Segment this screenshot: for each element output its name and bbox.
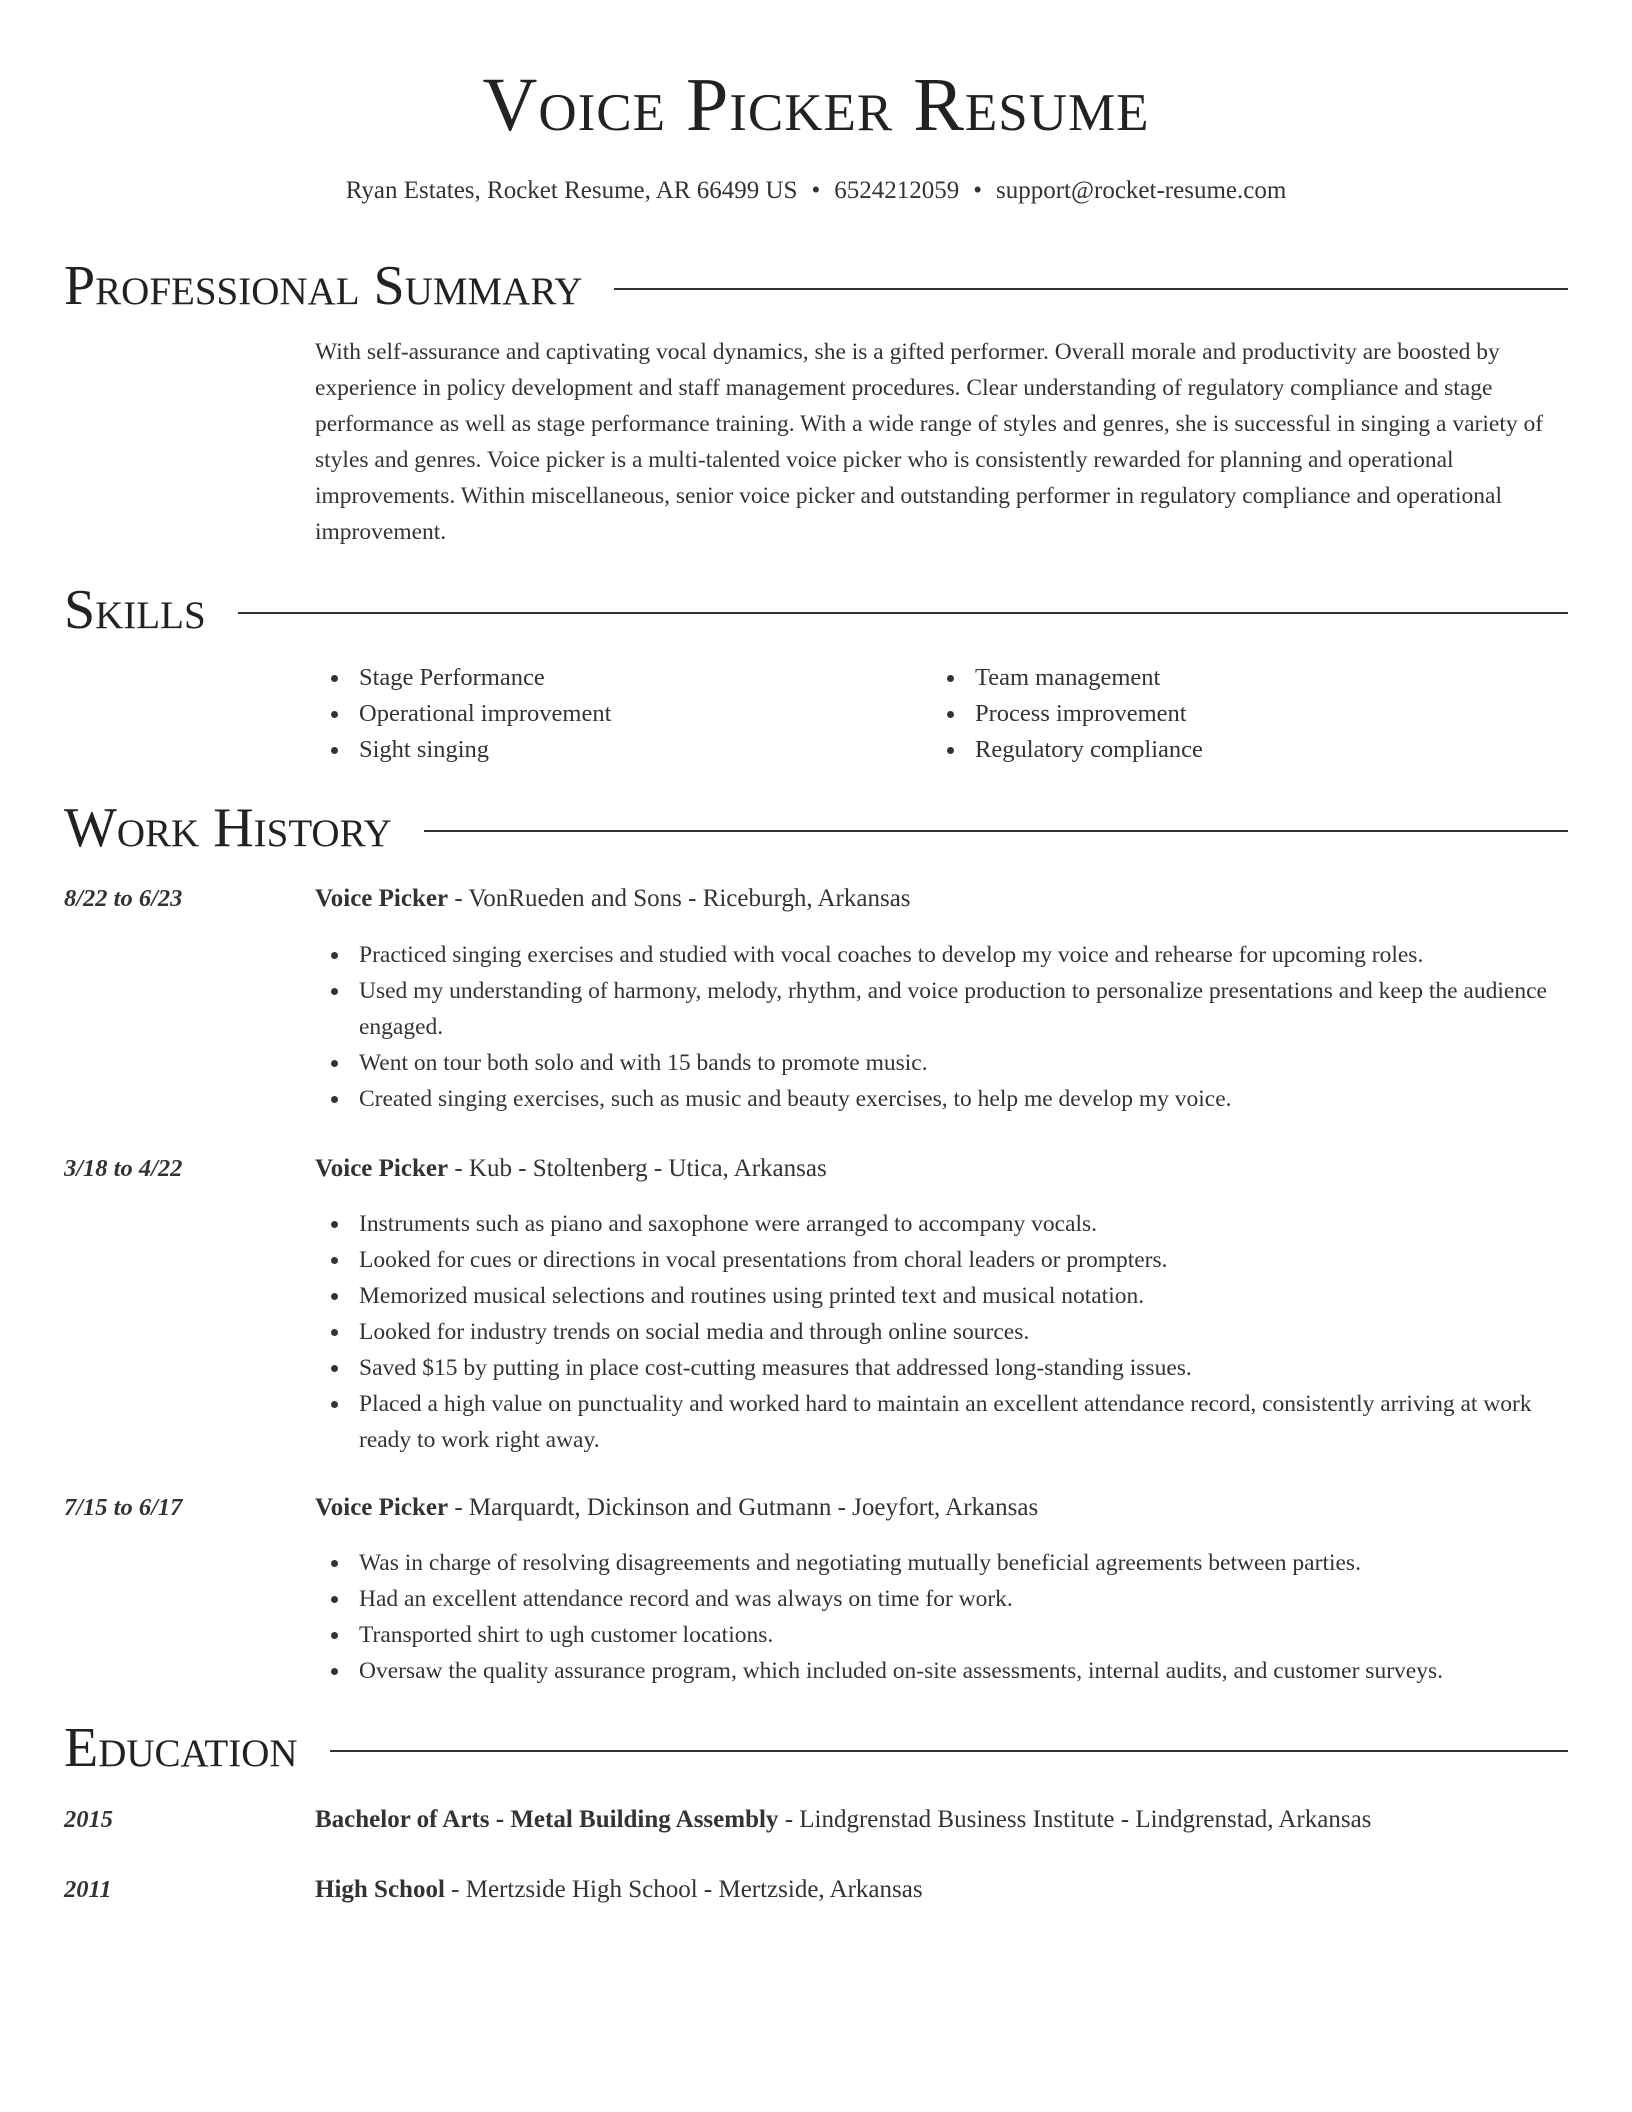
skills-heading: Skills [64, 579, 206, 641]
education-degree: Bachelor of Arts - Metal Building Assembly [315, 1806, 779, 1833]
work-section-header [64, 796, 1568, 860]
job-bullet: Placed a high value on punctuality and worked hard to maintain an excellent attendance record, consistently arriving at work ready to work right away. [315, 1386, 1568, 1458]
skill-item: Sight singing [315, 732, 915, 768]
job-bullet: Was in charge of resolving disagreements and negotiating mutually beneficial agreements between parties. [315, 1545, 1568, 1581]
job-bullet: Transported shirt to ugh customer locations. [315, 1617, 1568, 1653]
job-bullet: Looked for cues or directions in vocal presentations from choral leaders or prompters. [315, 1242, 1568, 1278]
education-degree: High School [315, 1876, 445, 1903]
work-heading: Work History [64, 797, 392, 859]
contact-separator: • [811, 177, 821, 204]
skill-item: Process improvement [931, 696, 1531, 732]
job-heading [315, 882, 1568, 916]
education-heading: Education [64, 1717, 298, 1779]
job-bullet: Practiced singing exercises and studied with vocal coaches to develop my voice and rehearse for upcoming roles. [315, 937, 1568, 973]
job-bullet: Went on tour both solo and with 15 bands to promote music. [315, 1045, 1568, 1081]
resume-page [64, 0, 1568, 2112]
job-bullet: Memorized musical selections and routines using printed text and musical notation. [315, 1278, 1568, 1314]
education-section-header [64, 1716, 1568, 1780]
job-bullet: Looked for industry trends on social media and through online sources. [315, 1314, 1568, 1350]
job-title: Voice Picker [315, 1494, 449, 1521]
skill-item: Operational improvement [315, 696, 915, 732]
job-dates: 3/18 to 4/22 [64, 1155, 183, 1182]
job-title: Voice Picker [315, 885, 449, 912]
skills-right-column [931, 660, 1531, 768]
job-bullet: Oversaw the quality assurance program, which included on-site assessments, internal audits, and customer surveys. [315, 1653, 1568, 1689]
skill-item: Stage Performance [315, 660, 915, 696]
job-employer: - Kub - Stoltenberg - Utica, Arkansas [448, 1155, 827, 1182]
contact-line [64, 174, 1568, 208]
job-employer: - Marquardt, Dickinson and Gutmann - Joeyfort, Arkansas [448, 1494, 1039, 1521]
skill-item: Regulatory compliance [931, 732, 1531, 768]
skills-left-column [315, 660, 915, 768]
job-dates: 8/22 to 6/23 [64, 885, 183, 912]
section-divider [614, 288, 1568, 290]
job-bullet: Used my understanding of harmony, melody, rhythm, and voice production to personalize presentations and keep the audience engaged. [315, 973, 1568, 1045]
job-bullet: Saved $15 by putting in place cost-cutting measures that addressed long-standing issues. [315, 1350, 1568, 1386]
job-heading [315, 1152, 1568, 1186]
education-year: 2011 [64, 1876, 112, 1903]
section-divider [238, 612, 1568, 614]
job-employer: - VonRueden and Sons - Riceburgh, Arkansas [448, 885, 911, 912]
summary-section-header [64, 254, 1568, 318]
contact-separator: • [973, 177, 982, 204]
job-heading [315, 1491, 1568, 1525]
skills-section-header [64, 578, 1568, 642]
job-title: Voice Picker [315, 1155, 449, 1182]
job-bullets [315, 1545, 1568, 1689]
education-entry [315, 1873, 1568, 1907]
job-bullet: Created singing exercises, such as music and beauty exercises, to help me develop my voice. [315, 1081, 1568, 1117]
section-divider [424, 830, 1568, 832]
contact-address: Ryan Estates, Rocket Resume, AR 66499 US [345, 177, 798, 204]
section-divider [330, 1750, 1568, 1752]
contact-email[interactable]: support@rocket-resume.com [995, 177, 1287, 204]
contact-phone[interactable]: 6524212059 [834, 177, 960, 204]
resume-title: Voice Picker Resume [482, 63, 1150, 147]
summary-heading: Professional Summary [64, 255, 583, 317]
summary-text: With self-assurance and captivating vocal dynamics, she is a gifted performer. Overall morale and productivity are boosted by experience in policy development and staff management procedures. Clear understanding of regulatory compliance and stage performance as well as stage performance training. With a wide range of styles and genres, she is successful in singing a variety of styles and genres. Voice picker is a multi-talented voice picker who is consistently rewarded for planning and operational improvements. Within miscellaneous, senior voice picker and outstanding performer in regulatory compliance and operational improvement. [315, 339, 1544, 545]
job-bullet: Had an excellent attendance record and was always on time for work. [315, 1581, 1568, 1617]
education-school: - Mertzside High School - Mertzside, Arkansas [444, 1876, 923, 1903]
education-entry [315, 1803, 1568, 1837]
job-bullets [315, 937, 1568, 1117]
skill-item: Team management [931, 660, 1531, 696]
job-dates: 7/15 to 6/17 [64, 1494, 183, 1521]
job-bullets [315, 1206, 1568, 1458]
job-bullet: Instruments such as piano and saxophone were arranged to accompany vocals. [315, 1206, 1568, 1242]
education-school: - Lindgrenstad Business Institute - Lindgrenstad, Arkansas [778, 1806, 1372, 1833]
education-year: 2015 [64, 1806, 113, 1833]
